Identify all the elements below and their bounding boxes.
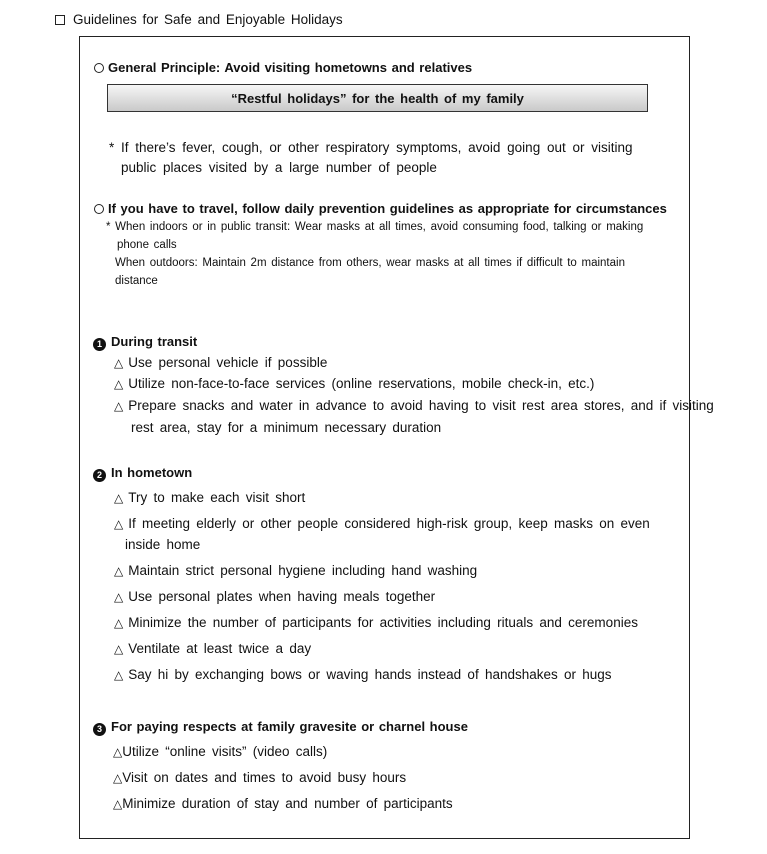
number-2-icon: 2 bbox=[93, 469, 106, 482]
restful-holidays-banner bbox=[107, 84, 648, 112]
principle-note-line-1: * If there’s fever, cough, or other respiratory symptoms, avoid going out or visiting bbox=[109, 140, 633, 155]
triangle-bullet-icon: △ bbox=[114, 642, 124, 656]
section-2-title-row bbox=[93, 465, 192, 482]
document-title: Guidelines for Safe and Enjoyable Holidays bbox=[73, 12, 343, 27]
circle-bullet-icon bbox=[94, 204, 104, 214]
section-1-title: During transit bbox=[111, 334, 198, 349]
list-item: △ Prepare snacks and water in advance to avoid having to visit rest area stores, and if visiting bbox=[114, 398, 714, 413]
list-item: △ Minimize the number of participants for activities including rituals and ceremonies bbox=[114, 615, 638, 630]
triangle-bullet-icon: △ bbox=[113, 771, 123, 785]
document-title-row bbox=[55, 12, 343, 27]
list-item: △ Utilize non-face-to-face services (online reservations, mobile check-in, etc.) bbox=[114, 376, 595, 391]
triangle-bullet-icon: △ bbox=[114, 668, 124, 682]
square-bullet-icon bbox=[55, 15, 65, 25]
list-item: △ Use personal vehicle if possible bbox=[114, 355, 328, 370]
banner-text: “Restful holidays” for the health of my family bbox=[231, 90, 524, 106]
principle-note-line-2: public places visited by a large number of people bbox=[121, 160, 437, 175]
list-item: △ Use personal plates when having meals together bbox=[114, 589, 436, 604]
list-item: △ Try to make each visit short bbox=[114, 490, 306, 505]
principle-heading: General Principle: Avoid visiting hometowns and relatives bbox=[108, 60, 473, 75]
triangle-bullet-icon: △ bbox=[114, 491, 124, 505]
triangle-bullet-icon: △ bbox=[114, 564, 124, 578]
circle-bullet-icon bbox=[94, 63, 104, 73]
section-2-title: In hometown bbox=[111, 465, 193, 480]
travel-note-1-line-2: phone calls bbox=[117, 239, 177, 251]
section-3-title: For paying respects at family gravesite or charnel house bbox=[111, 719, 468, 734]
triangle-bullet-icon: △ bbox=[114, 377, 124, 391]
section-3-title-row bbox=[93, 719, 468, 736]
list-item: △Visit on dates and times to avoid busy hours bbox=[113, 770, 407, 785]
list-item-continuation: rest area, stay for a minimum necessary duration bbox=[131, 420, 442, 435]
section-1-title-row bbox=[93, 334, 197, 351]
travel-heading-row bbox=[94, 201, 667, 216]
triangle-bullet-icon: △ bbox=[113, 797, 123, 811]
list-item: △Utilize “online visits” (video calls) bbox=[113, 744, 328, 759]
triangle-bullet-icon: △ bbox=[114, 399, 124, 413]
travel-note-1-line-1: * When indoors or in public transit: Wear masks at all times, avoid consuming food, talking or making bbox=[106, 221, 644, 233]
list-item: △ Maintain strict personal hygiene including hand washing bbox=[114, 563, 478, 578]
triangle-bullet-icon: △ bbox=[114, 356, 124, 370]
list-item: △Minimize duration of stay and number of participants bbox=[113, 796, 453, 811]
travel-note-2-line-1: When outdoors: Maintain 2m distance from others, wear masks at all times if difficult to maintain bbox=[115, 257, 625, 269]
list-item: △ If meeting elderly or other people considered high-risk group, keep masks on even bbox=[114, 516, 650, 531]
triangle-bullet-icon: △ bbox=[114, 616, 124, 630]
triangle-bullet-icon: △ bbox=[113, 745, 123, 759]
triangle-bullet-icon: △ bbox=[114, 590, 124, 604]
travel-heading: If you have to travel, follow daily prevention guidelines as appropriate for circumstances bbox=[108, 201, 667, 216]
principle-heading-row bbox=[94, 60, 472, 75]
triangle-bullet-icon: △ bbox=[114, 517, 124, 531]
list-item: △ Say hi by exchanging bows or waving hands instead of handshakes or hugs bbox=[114, 667, 612, 682]
number-1-icon: 1 bbox=[93, 338, 106, 351]
list-item: △ Ventilate at least twice a day bbox=[114, 641, 312, 656]
list-item-continuation: inside home bbox=[125, 537, 201, 552]
travel-note-2-line-2: distance bbox=[115, 275, 158, 287]
number-3-icon: 3 bbox=[93, 723, 106, 736]
